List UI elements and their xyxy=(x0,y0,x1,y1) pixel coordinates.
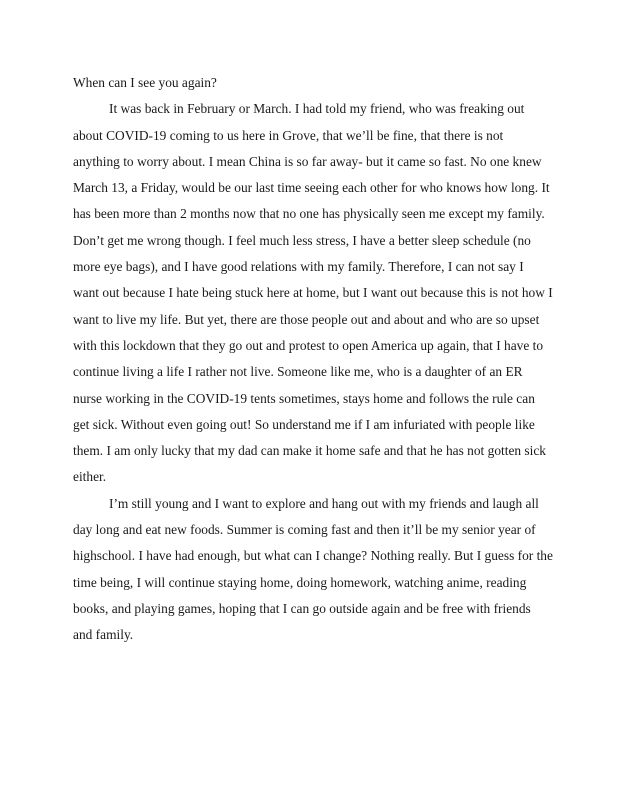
document-body xyxy=(73,70,553,649)
paragraph-1: It was back in February or March. I had told my friend, who was freaking out about COVID-19 coming to us here in Grove, that we’ll be fine, that there is not anything to worry about. I mean China is so far away- but it came so fast. No one knew March 13, a Friday, would be our last time seeing each other for who knows how long. It has been more than 2 months now that no one has physically seen me except my family. Don’t get me wrong though. I feel much less stress, I have a better sleep schedule (no more eye bags), and I have good relations with my family. Therefore, I can not say I want out because I hate being stuck here at home, but I want out because this is not how I want to live my life. But yet, there are those people out and about and who are so upset with this lockdown that they go out and protest to open America up again, that I have to continue living a life I rather not live. Someone like me, who is a daughter of an ER nurse working in the COVID-19 tents sometimes, stays home and follows the rule can get sick. Without even going out! So understand me if I am infuriated with people like them. I am only lucky that my dad can make it home safe and that he has not gotten sick either. xyxy=(73,101,553,485)
paragraph-2: I’m still young and I want to explore and hang out with my friends and laugh all day long and eat new foods. Summer is coming fast and then it’ll be my senior year of highschool. I have had enough, but what can I change? Nothing really. But I guess for the time being, I will continue staying home, doing homework, watching anime, reading books, and playing games, hoping that I can go outside again and be free with friends and family. xyxy=(73,495,553,643)
document-title: When can I see you again? xyxy=(73,75,217,90)
